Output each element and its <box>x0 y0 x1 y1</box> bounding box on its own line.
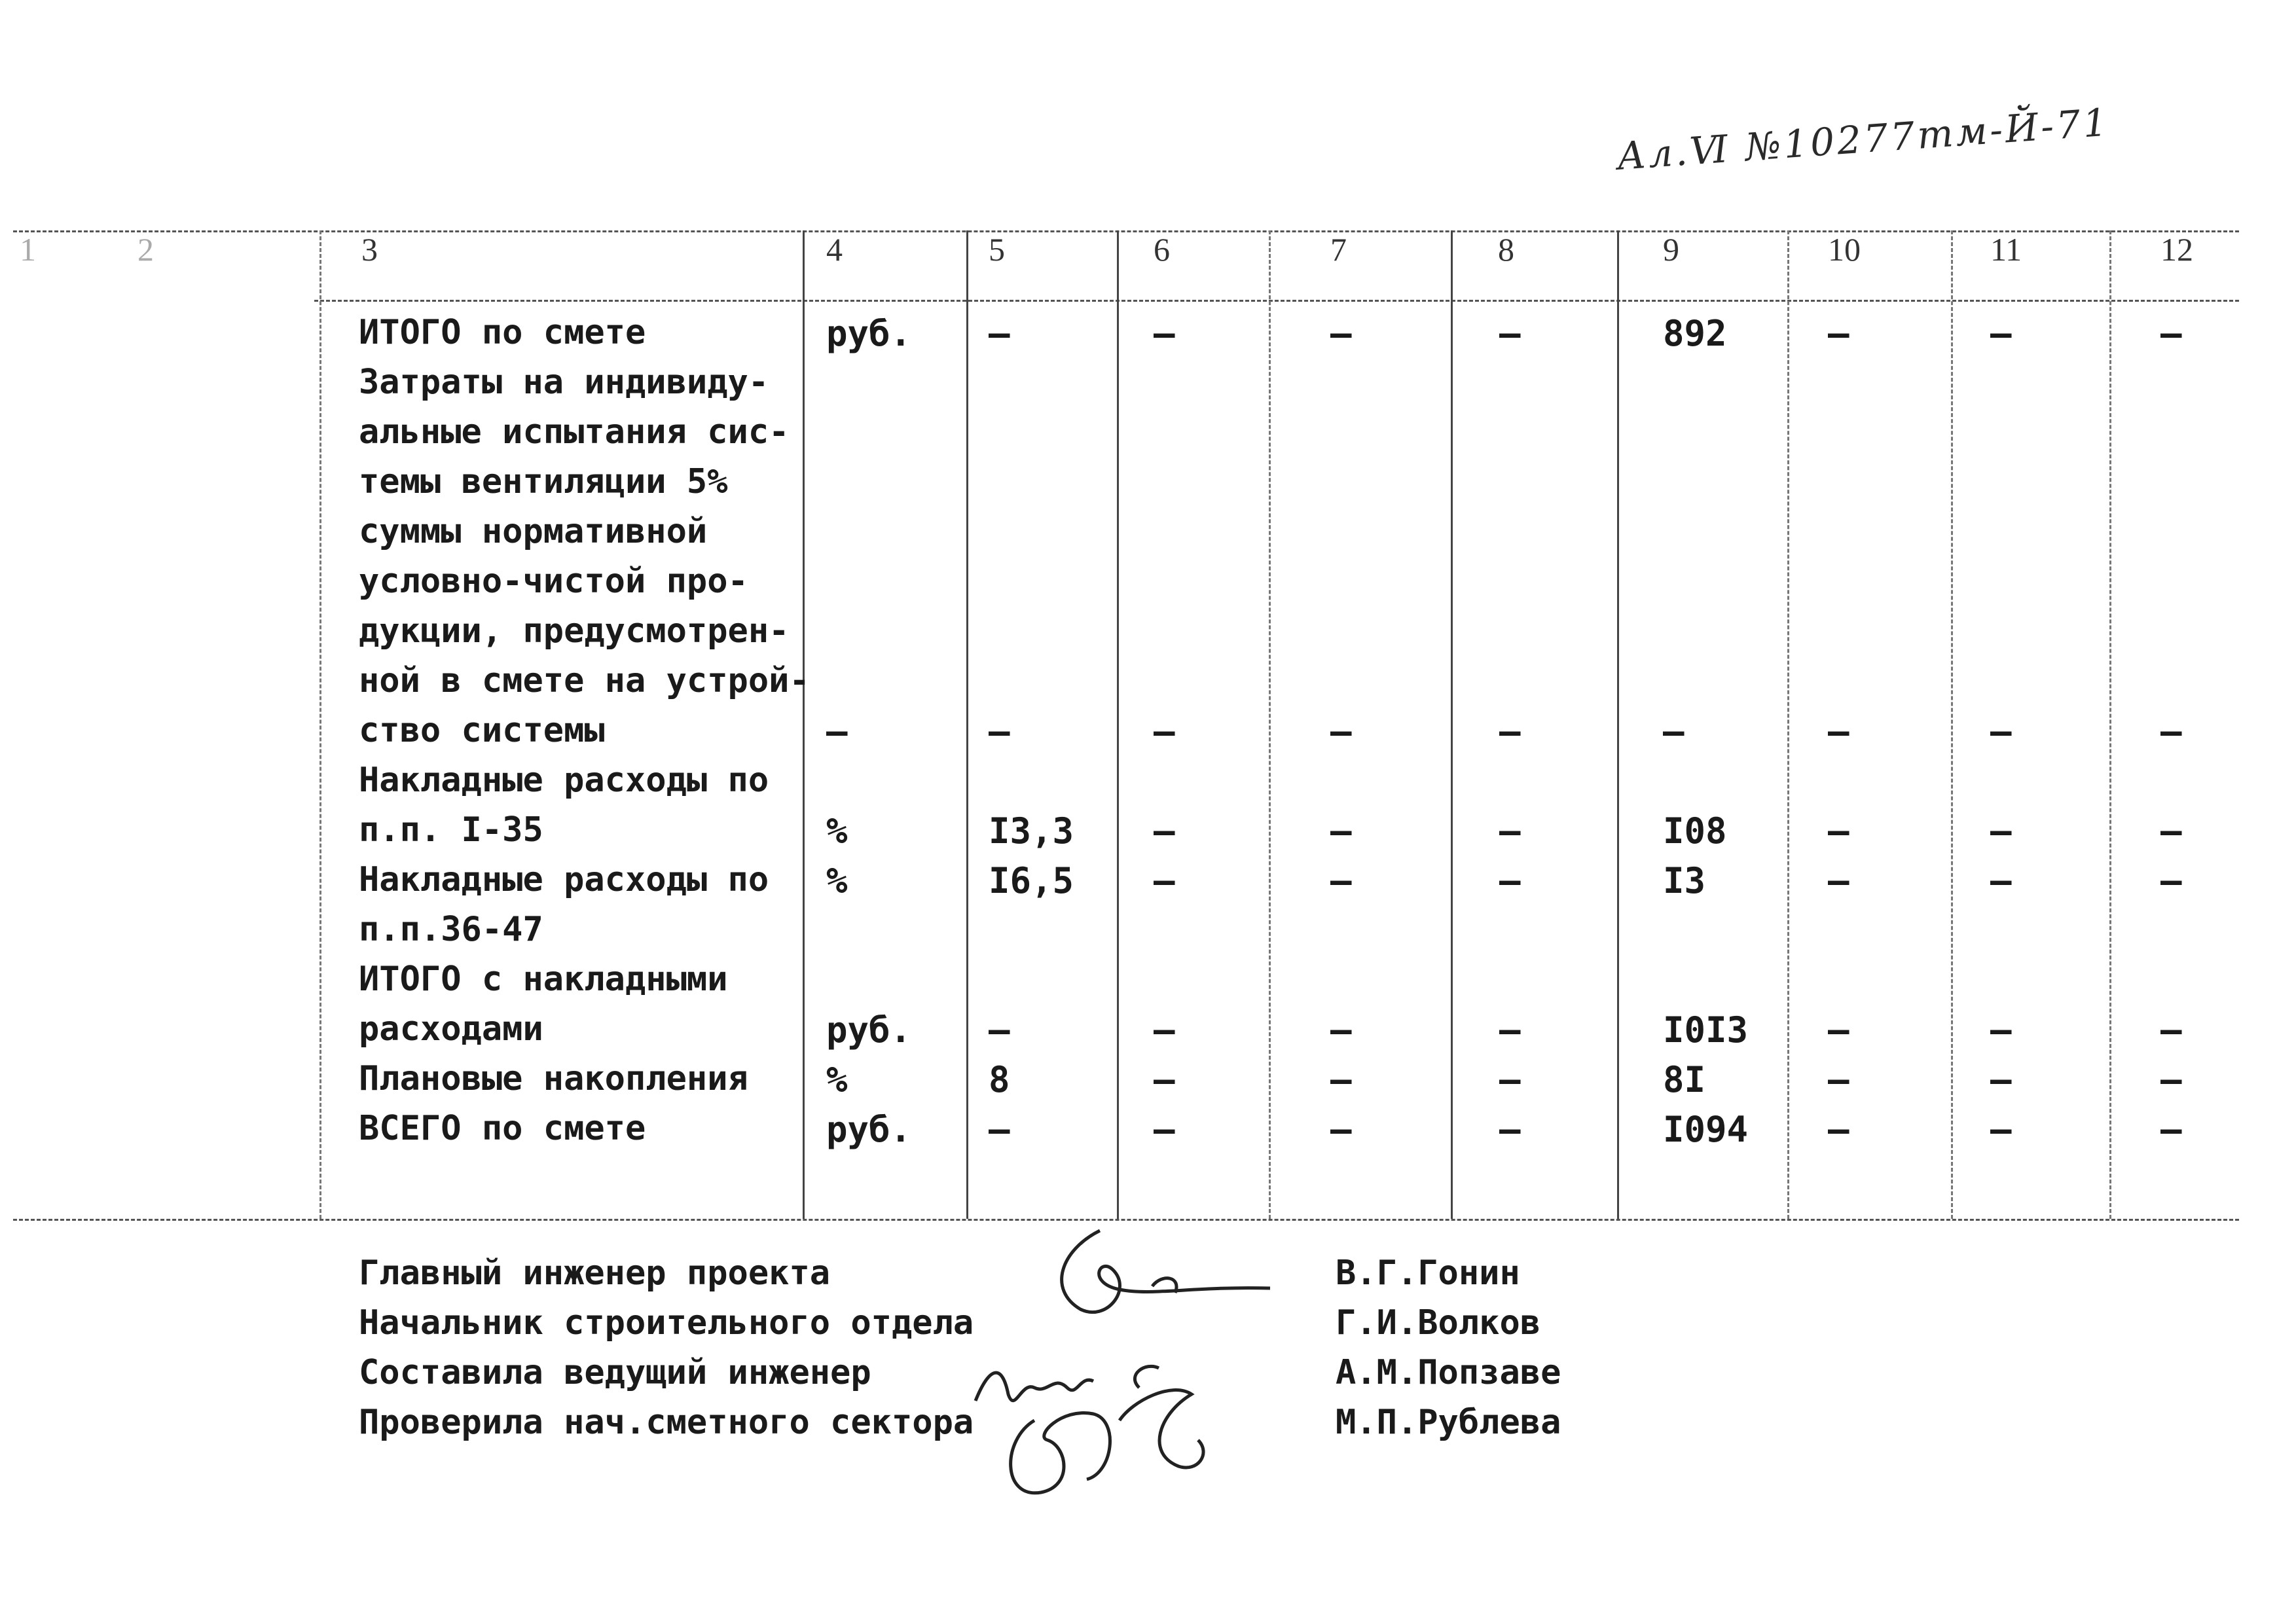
row-description: дукции, предусмотрен- <box>359 611 790 651</box>
signature-name: А.М.Попзаве <box>1336 1353 1561 1392</box>
row-value-c6: – <box>1154 1009 1175 1051</box>
row-value-c6: – <box>1154 313 1175 354</box>
column-number: 10 <box>1828 231 1861 268</box>
row-value-c12: – <box>2160 810 2182 852</box>
row-description: условно-чистой про- <box>359 562 748 601</box>
row-value-c11: – <box>1990 1059 2012 1100</box>
row-value-c10: – <box>1828 1059 1850 1100</box>
document-code: Ал.Ⅵ №10277тм-Й-71 <box>1615 99 2111 179</box>
row-value-c10: – <box>1828 1009 1850 1051</box>
row-description: Плановые накопления <box>359 1059 748 1098</box>
row-description: Накладные расходы по <box>359 860 769 899</box>
row-unit: руб. <box>826 313 912 354</box>
row-value-c7: – <box>1330 313 1352 354</box>
row-value-c8: – <box>1499 1109 1521 1150</box>
row-value-c10: – <box>1828 810 1850 852</box>
column-divider <box>1269 230 1271 1219</box>
row-value-c10: – <box>1828 860 1850 901</box>
row-unit: % <box>826 860 848 901</box>
row-value-c8: – <box>1499 810 1521 852</box>
signature-name: М.П.Рублева <box>1336 1403 1561 1442</box>
column-number: 7 <box>1330 231 1347 268</box>
row-value-c12: – <box>2160 1059 2182 1100</box>
row-unit: руб. <box>826 1009 912 1051</box>
column-number: 1 <box>20 231 36 268</box>
row-description: п.п.36-47 <box>359 910 543 949</box>
row-value-c10: – <box>1828 1109 1850 1150</box>
row-value-c12: – <box>2160 860 2182 901</box>
column-number: 2 <box>137 231 154 268</box>
column-number: 4 <box>826 231 843 268</box>
row-description: альные испытания сис- <box>359 412 790 452</box>
signature-role: Главный инженер проекта <box>359 1254 831 1293</box>
signature-role: Начальник строительного отдела <box>359 1303 974 1343</box>
row-value-c8: – <box>1499 1009 1521 1051</box>
row-description: Затраты на индивиду- <box>359 363 769 402</box>
row-description: ИТОГО по смете <box>359 313 646 352</box>
row-value-c5: 8 <box>989 1059 1010 1100</box>
row-value-c5: – <box>989 711 1010 752</box>
table-top-rule <box>13 230 2239 232</box>
row-value-c6: – <box>1154 1059 1175 1100</box>
row-value-c11: – <box>1990 313 2012 354</box>
row-value-c8: – <box>1499 711 1521 752</box>
column-divider <box>2109 230 2111 1219</box>
row-description: темы вентиляции 5% <box>359 462 728 501</box>
row-description: расходами <box>359 1009 543 1049</box>
column-divider <box>1117 230 1119 1219</box>
column-number: 6 <box>1154 231 1170 268</box>
row-value-c9: – <box>1663 711 1685 752</box>
row-value-c7: – <box>1330 1109 1352 1150</box>
row-value-c8: – <box>1499 860 1521 901</box>
row-unit: % <box>826 1059 848 1100</box>
row-unit: – <box>826 711 848 752</box>
row-description: Накладные расходы по <box>359 761 769 800</box>
row-value-c5: I3,3 <box>989 810 1074 852</box>
column-divider <box>1451 230 1453 1219</box>
row-value-c7: – <box>1330 860 1352 901</box>
column-divider <box>803 230 805 1219</box>
column-divider <box>1617 230 1619 1219</box>
signature-role: Составила ведущий инженер <box>359 1353 871 1392</box>
row-value-c12: – <box>2160 1109 2182 1150</box>
row-value-c9: I094 <box>1663 1109 1749 1150</box>
row-description: ВСЕГО по смете <box>359 1109 646 1148</box>
row-value-c6: – <box>1154 810 1175 852</box>
row-value-c7: – <box>1330 711 1352 752</box>
column-number: 5 <box>989 231 1005 268</box>
row-value-c5: I6,5 <box>989 860 1074 901</box>
column-divider <box>1787 230 1789 1219</box>
row-value-c12: – <box>2160 711 2182 752</box>
row-value-c11: – <box>1990 1009 2012 1051</box>
row-unit: руб. <box>826 1109 912 1150</box>
row-value-c5: – <box>989 313 1010 354</box>
row-description: суммы нормативной <box>359 512 708 551</box>
row-value-c5: – <box>989 1009 1010 1051</box>
row-value-c9: I0I3 <box>1663 1009 1749 1051</box>
column-number: 12 <box>2160 231 2193 268</box>
row-value-c10: – <box>1828 711 1850 752</box>
row-value-c8: – <box>1499 1059 1521 1100</box>
handwritten-signature <box>1021 1211 1296 1329</box>
row-value-c7: – <box>1330 1059 1352 1100</box>
signature-name: В.Г.Гонин <box>1336 1254 1520 1293</box>
row-value-c6: – <box>1154 860 1175 901</box>
column-divider <box>319 230 321 1219</box>
column-divider <box>1951 230 1953 1219</box>
row-value-c11: – <box>1990 860 2012 901</box>
row-value-c9: I08 <box>1663 810 1727 852</box>
signature-role: Проверила нач.сметного сектора <box>359 1403 974 1442</box>
row-value-c9: 892 <box>1663 313 1727 354</box>
column-number: 8 <box>1498 231 1514 268</box>
table-header-rule <box>314 300 2239 302</box>
row-value-c9: 8I <box>1663 1059 1706 1100</box>
row-value-c7: – <box>1330 1009 1352 1051</box>
row-description: ство системы <box>359 711 605 750</box>
row-value-c12: – <box>2160 313 2182 354</box>
row-unit: % <box>826 810 848 852</box>
column-number: 3 <box>361 231 378 268</box>
row-value-c8: – <box>1499 313 1521 354</box>
row-value-c6: – <box>1154 1109 1175 1150</box>
row-value-c7: – <box>1330 810 1352 852</box>
row-value-c11: – <box>1990 810 2012 852</box>
row-value-c11: – <box>1990 1109 2012 1150</box>
row-value-c10: – <box>1828 313 1850 354</box>
row-description: п.п. I-35 <box>359 810 543 850</box>
row-value-c9: I3 <box>1663 860 1706 901</box>
column-divider <box>966 230 968 1219</box>
row-value-c6: – <box>1154 711 1175 752</box>
row-description: ИТОГО с накладными <box>359 960 728 999</box>
handwritten-signature <box>962 1342 1237 1512</box>
row-description: ной в смете на устрой- <box>359 661 810 700</box>
row-value-c12: – <box>2160 1009 2182 1051</box>
row-value-c11: – <box>1990 711 2012 752</box>
column-number: 11 <box>1990 231 2022 268</box>
column-number: 9 <box>1663 231 1679 268</box>
row-value-c5: – <box>989 1109 1010 1150</box>
signature-name: Г.И.Волков <box>1336 1303 1541 1343</box>
